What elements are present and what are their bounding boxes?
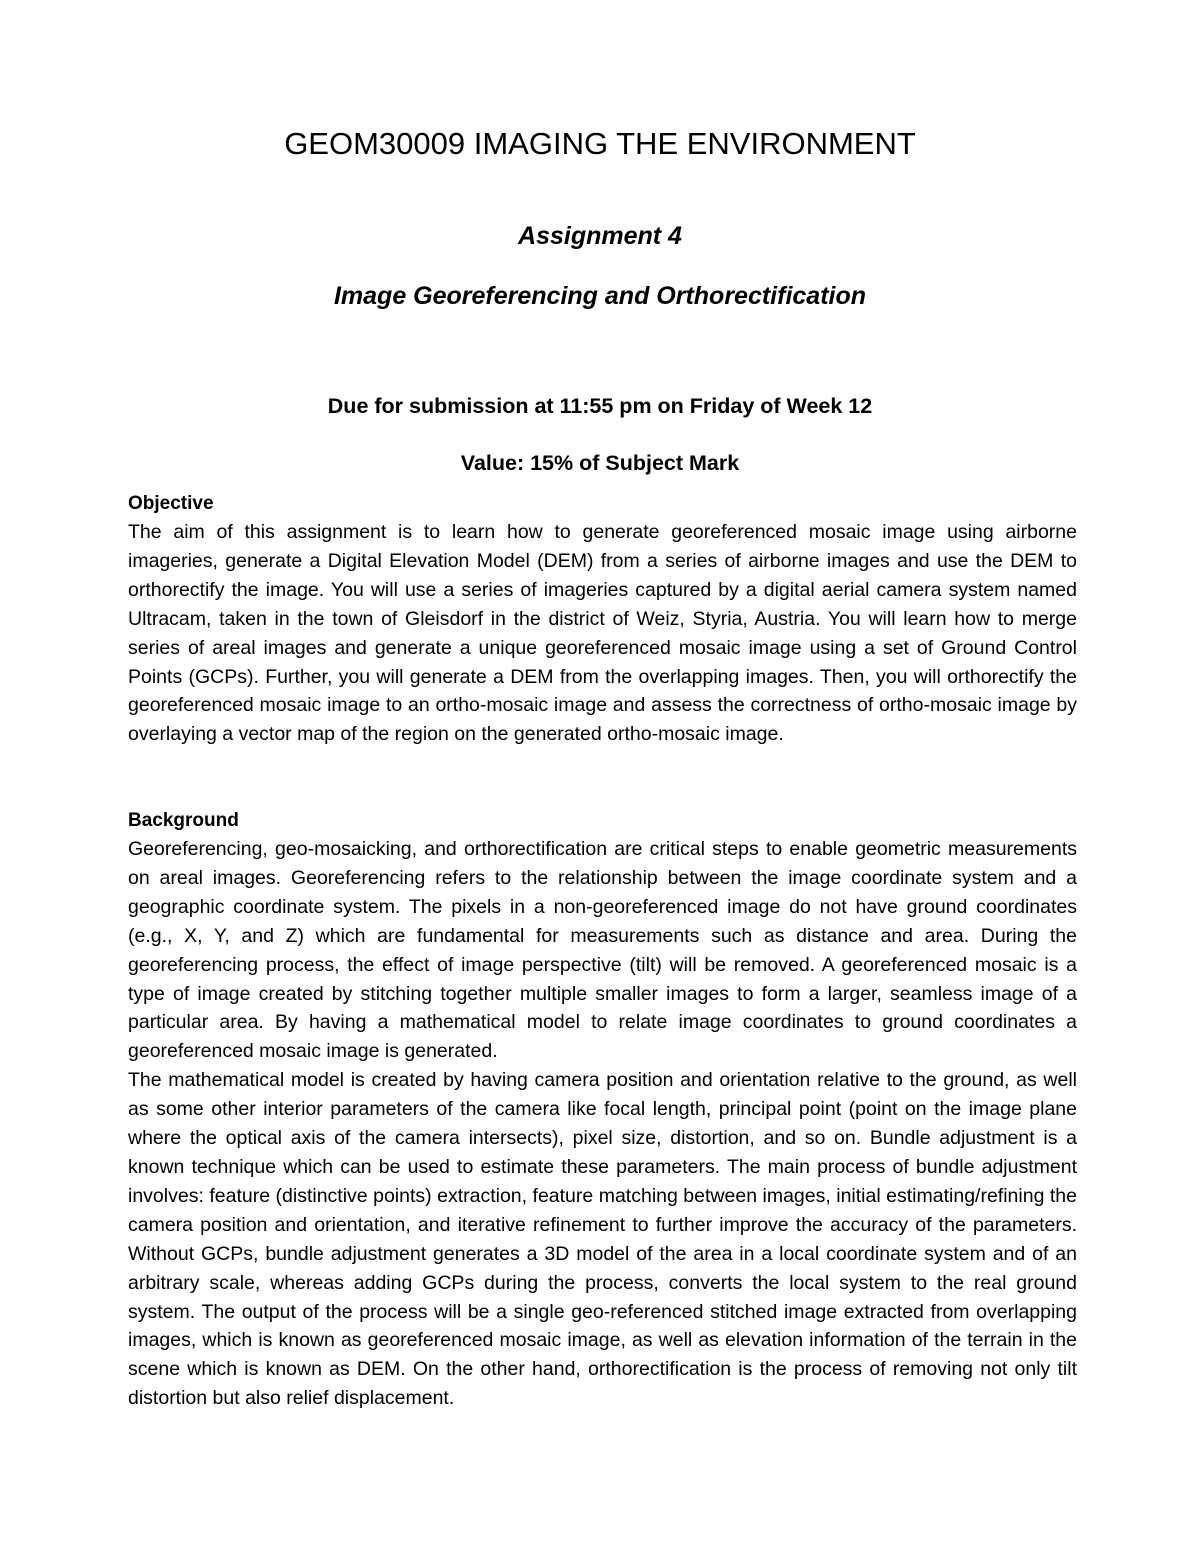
background-paragraph-2: The mathematical model is created by having camera position and orientation relative to the ground, as well as some other interior parameters of the camera like focal length, principal point (point on the image plane where the optical axis of the camera intersects), pixel size, distortion, and so on. Bundle adjustment is a known technique which can be used to estimate these parameters. The main process of bundle adjustment involves: feature (distinctive points) extraction, feature matching between images, initial estimating/refining the camera position and orientation, and iterative refinement to further improve the accuracy of the parameters. Without GCPs, bundle adjustment generates a 3D model of the area in a local coordinate system and of an arbitrary scale, whereas adding GCPs during the process, converts the local system to the real ground system. The output of the process will be a single geo-referenced stitched image extracted from overlapping images, which is known as georeferenced mosaic image, as well as elevation information of the terrain in the scene which is known as DEM. On the other hand, orthorectification is the process of removing not only tilt distortion but also relief displacement. [128,1069,1077,1410]
assignment-number: Assignment 4 [518,222,682,250]
objective-paragraph: The aim of this assignment is to learn how to generate georeferenced mosaic image using airborne imageries, generate a Digital Elevation Model (DEM) from a series of airborne images and use the DEM to orthorectify the image. You will use a series of imageries captured by a digital aerial camera system named Ultracam, taken in the town of Gleisdorf in the district of Weiz, Styria, Austria. You will learn how to merge series of areal images and generate a unique georeferenced mosaic image using a set of Ground Control Points (GCPs). Further, you will generate a DEM from the overlapping images. Then, you will orthorectify the georeferenced mosaic image to an ortho-mosaic image and assess the correctness of ortho-mosaic image by overlaying a vector map of the region on the generated ortho-mosaic image. [128,521,1077,746]
assignment-value: Value: 15% of Subject Mark [460,451,740,475]
objective-section [128,489,1077,749]
document-title: GEOM30009 IMAGING THE ENVIRONMENT [284,126,916,161]
objective-heading: Objective [128,493,214,514]
background-heading: Background [128,810,239,831]
background-paragraph-1: Georeferencing, geo-mosaicking, and orthorectification are critical steps to enable geometric measurements on areal images. Georeferencing refers to the relationship between the image coordinate system and a geographic coordinate system. The pixels in a non-georeferenced image do not have ground coordinates (e.g., X, Y, and Z) which are fundamental for measurements such as distance and area. During the georeferencing process, the effect of image perspective (tilt) will be removed. A georeferenced mosaic is a type of image created by stitching together multiple smaller images to form a larger, seamless image of a particular area. By having a mathematical model to relate image coordinates to ground coordinates a georeferenced mosaic image is generated. [128,838,1077,1063]
assignment-topic: Image Georeferencing and Orthorectification [333,282,867,310]
background-section [128,806,1077,1413]
due-date: Due for submission at 11:55 pm on Friday of Week 12 [327,394,873,418]
